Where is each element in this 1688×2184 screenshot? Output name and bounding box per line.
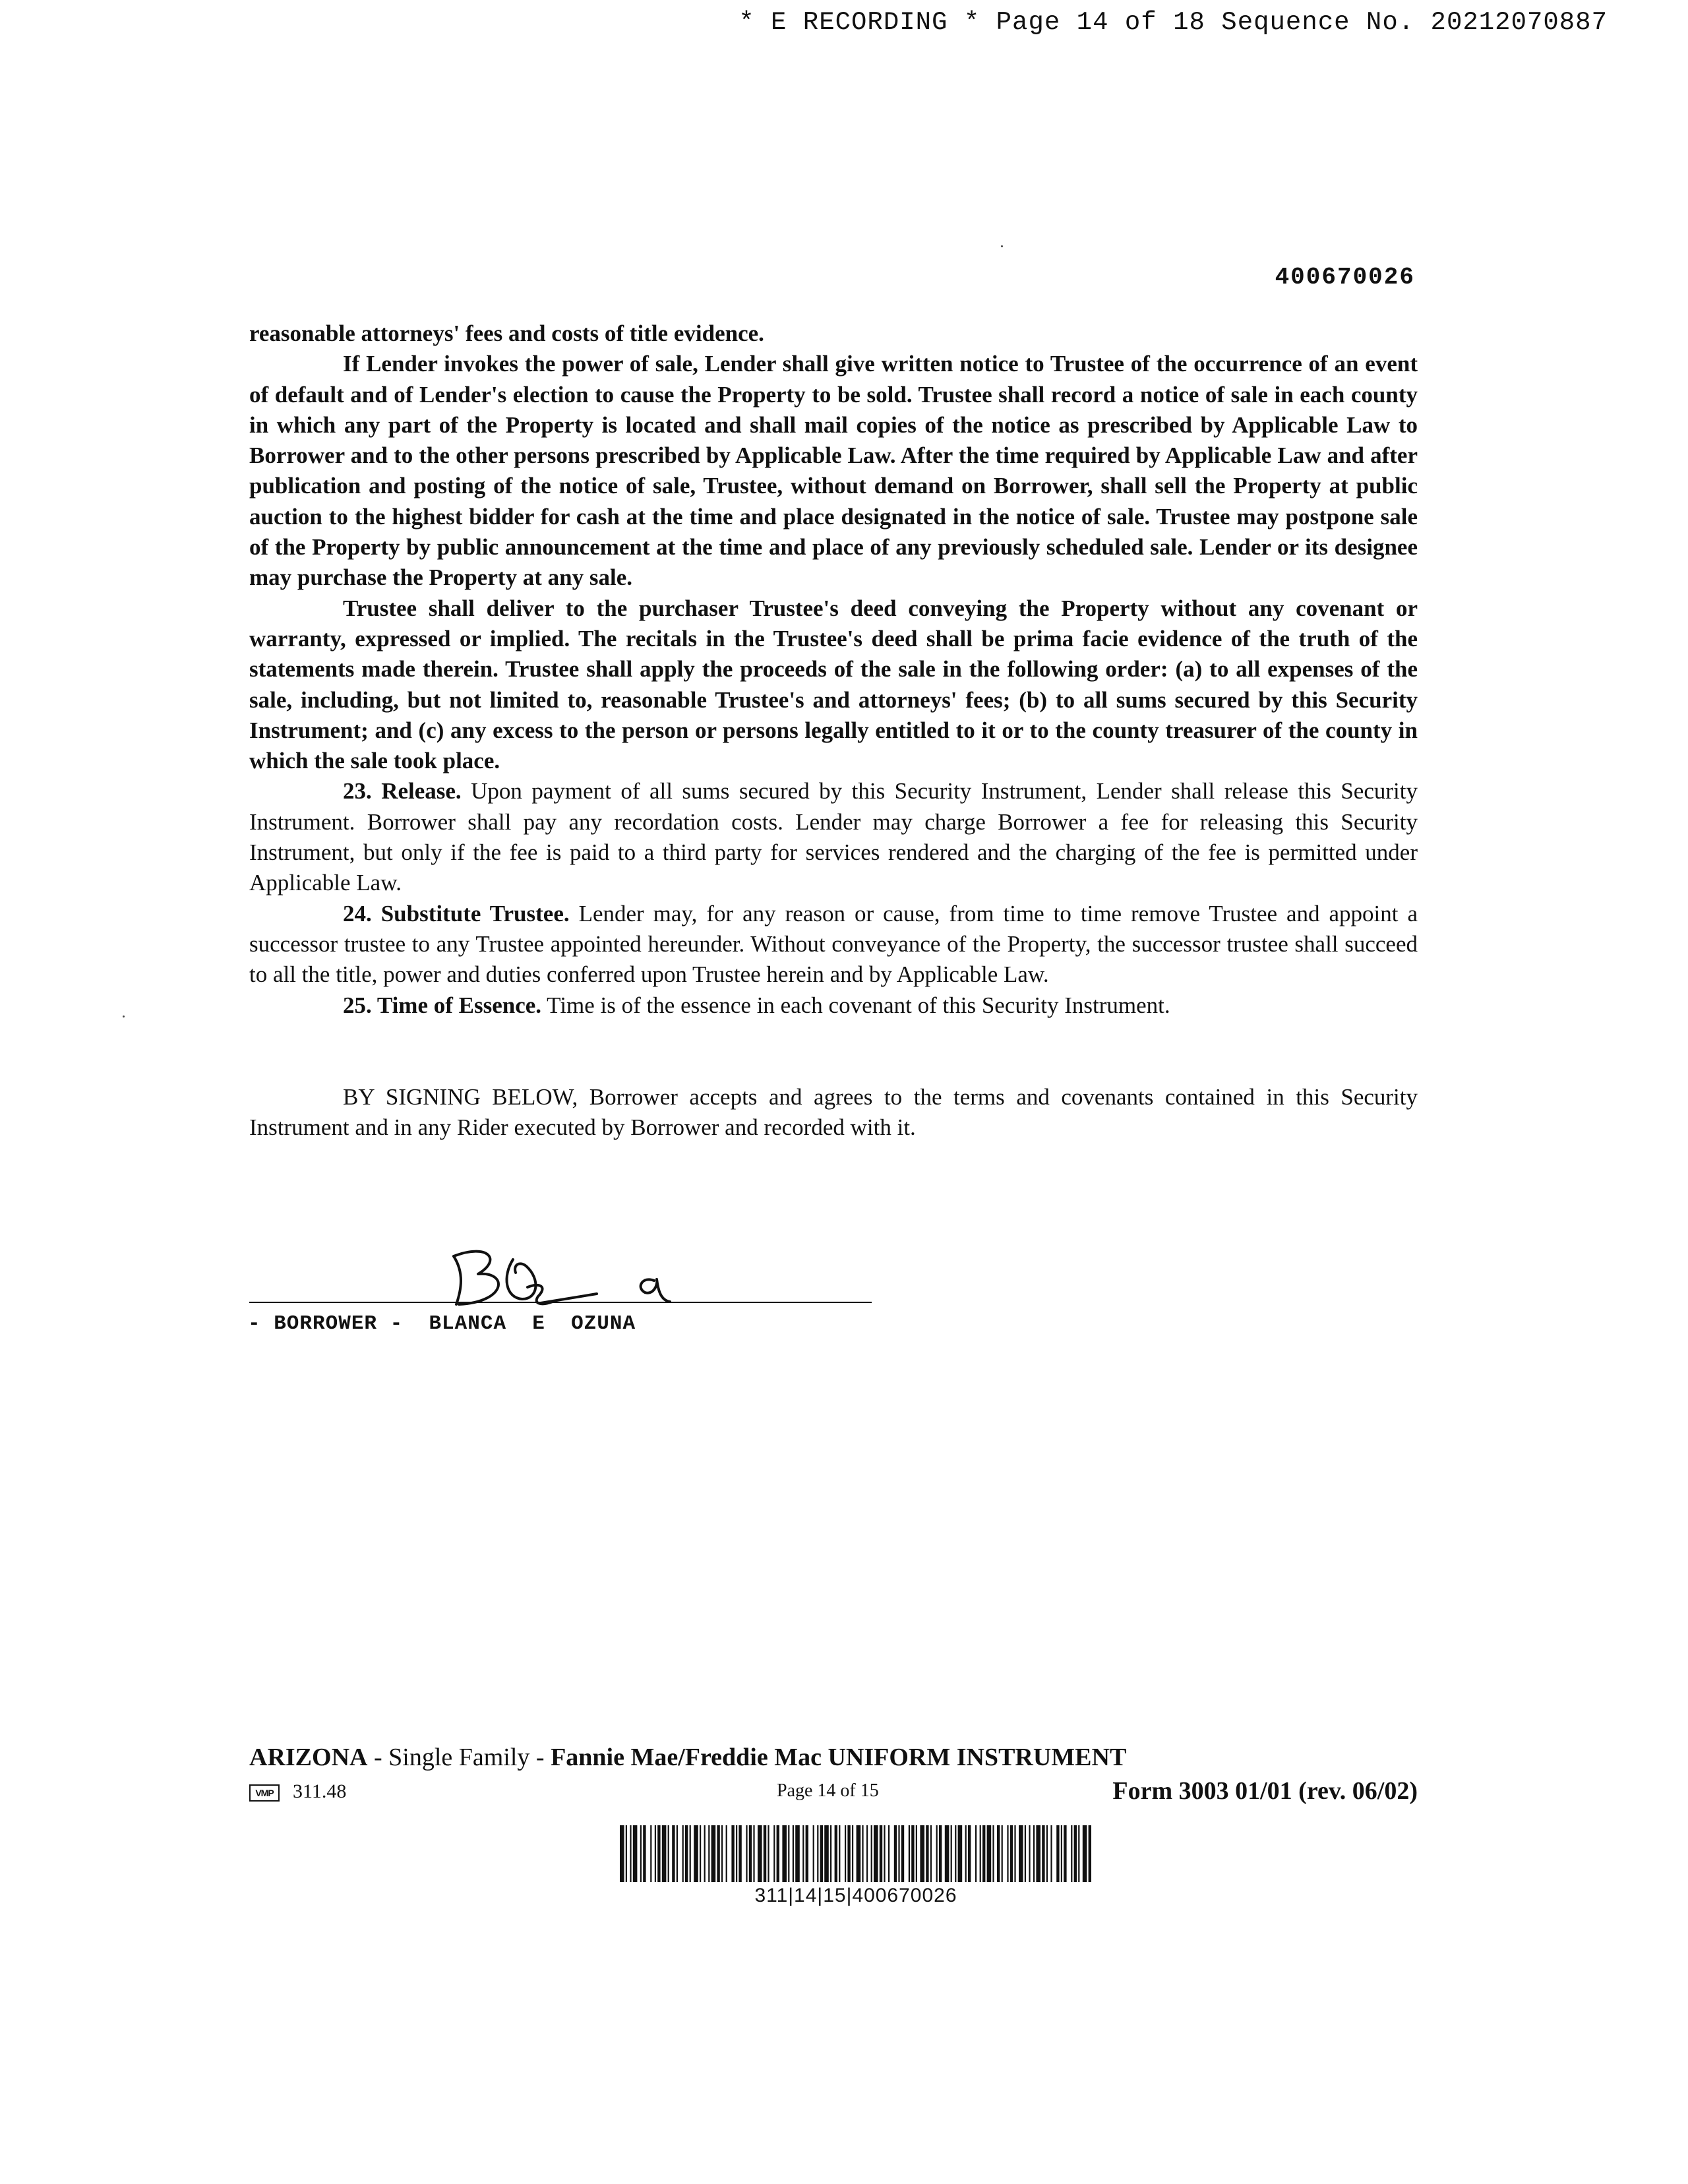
loan-number: 400670026	[1275, 264, 1415, 291]
paragraph-power-of-sale: If Lender invokes the power of sale, Lender shall give written notice to Trustee of the occurrence of an event of default and of Lender's election to cause the Property to be sold. Trustee shall record a notice of sale in each county in which any part of the Property is located and shall mail copies of the notice as prescribed by Applicable Law to Borrower and to the other persons prescribed by Applicable Law. After the time required by Applicable Law and after publication and posting of the notice of sale, Trustee, without demand on Borrower, shall sell the Property at public auction to the highest bidder for cash at the time and place designated in the notice of sale. Trustee may postpone sale of the Property by public announcement at the time and place of any previously scheduled sale. Lender or its designee may purchase the Property at any sale.	[249, 351, 1418, 591]
paragraph-trustee-deed: Trustee shall deliver to the purchaser Trustee's deed conveying the Property without any covenant or warranty, expressed or implied. The recitals in the Trustee's deed shall be prima facie evidence of the truth of the statements made therein. Trustee shall apply the proceeds of the sale in the following order: (a) to all expenses of the sale, including, but not limited to, reasonable Trustee's and attorneys' fees; (b) to all sums secured by this Security Instrument; and (c) any excess to the person or persons legally entitled to it or to the county treasurer of the county in which the sale took place.	[249, 595, 1418, 774]
barcode	[620, 1825, 1092, 1882]
form-state: ARIZONA	[249, 1744, 368, 1771]
section-24-heading: 24. Substitute Trustee.	[343, 900, 570, 926]
section-24-text: Lender may, for any reason or cause, from time to time remove Trustee and appoint a successor trustee to any Trustee appointed hereunder. Without conveyance of the Property, the successor trustee shall succeed to all the title, power and duties conferred upon Trustee herein and by Applicable Law.	[249, 900, 1418, 988]
scan-speck	[123, 1016, 125, 1017]
section-25-heading: 25. Time of Essence.	[343, 992, 542, 1018]
recording-stamp: * E RECORDING * Page 14 of 18 Sequence No. 20212070887	[738, 8, 1608, 37]
vmp-logo: VMP	[249, 1784, 280, 1802]
form-title-instrument: Fannie Mae/Freddie Mac UNIFORM INSTRUMENT	[551, 1744, 1127, 1771]
form-title-separator: - Single Family -	[367, 1744, 551, 1771]
section-25-text: Time is of the essence in each covenant of this Security Instrument.	[541, 992, 1170, 1018]
paragraph-continuation: reasonable attorneys' fees and costs of title evidence.	[249, 320, 764, 346]
signature-line	[249, 1302, 872, 1303]
form-title	[249, 1743, 1126, 1772]
section-25-time-of-essence	[249, 990, 1418, 1021]
section-23-text: Upon payment of all sums secured by this Security Instrument, Lender shall release this Security Instrument. Borrower shall pay any recordation costs. Lender may charge Borrower a fee for releasing this Security Instrument, but only if the fee is paid to a third party for services rendered and the charging of the fee is permitted under Applicable Law.	[249, 778, 1418, 896]
form-footer	[249, 1779, 1418, 1812]
page-indicator: Page 14 of 15	[777, 1780, 879, 1801]
signing-statement: BY SIGNING BELOW, Borrower accepts and agrees to the terms and covenants contained in this Security Instrument and in any Rider executed by Borrower and recorded with it.	[249, 1083, 1418, 1141]
section-24-substitute-trustee	[249, 899, 1418, 990]
vmp-form-code: 311.48	[293, 1780, 347, 1802]
section-23-release	[249, 776, 1418, 898]
signer-label: - BORROWER - BLANCA E OZUNA	[248, 1312, 636, 1335]
scan-speck	[1001, 245, 1003, 247]
section-23-heading: 23. Release.	[343, 778, 462, 804]
barcode-number: 311|14|15|400670026	[754, 1885, 957, 1906]
form-number: Form 3003 01/01 (rev. 06/02)	[1112, 1777, 1418, 1805]
document-body	[249, 318, 1418, 1143]
